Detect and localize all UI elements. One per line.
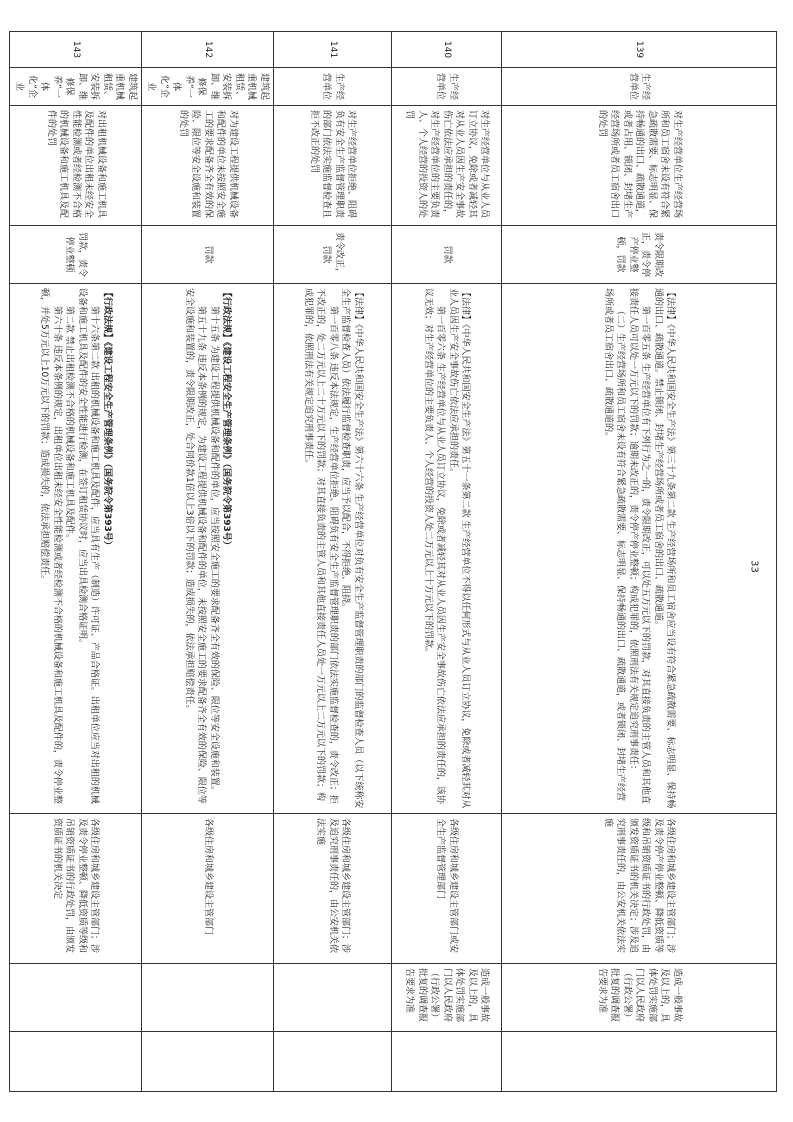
basis-paragraph: 第十六条第二款 出租的机械设备和施工机具及配件，应当具有生产（制造）许可证、产品合格证。出租单位应当对出租的机械设备和施工机具及配件的安全性能进行检测，在签订租赁协议时，应当出具检测合格证明。 xyxy=(77,288,100,804)
basis-paragraph: 第二款 禁止出租检测不合格的机械设备和施工机具及配件。 xyxy=(64,306,75,543)
basis-paragraph: 第十五条 为建设工程提供机械设备和配件的单位，应当按照安全施工的要求配备齐全有效的保险、限位等安全设施和装置。 xyxy=(209,306,219,795)
remarks-cell xyxy=(274,1032,392,1092)
subject-cell: 生产经营单位 xyxy=(274,68,392,106)
row-number: 139 xyxy=(502,32,777,68)
table-row xyxy=(392,32,502,1092)
violation-cell: 对生产经营单位与从业人员订立协议，免除或者减轻其对从业人员因生产安全事故伤亡依法应承担的责任的，对生产经营单位的主要负责人、个人经营的投资人的处罚 xyxy=(392,106,502,226)
basis-paragraph: 【法律】《中华人民共和国安全生产法》第三十九条第二款 生产经营场所和员工宿舍应当设有符合紧急疏散需要、标志明显、保持畅通的出口、疏散通道。禁止锁闭、封堵生产经营场所或者员工宿舍的出口、疏散通道。 xyxy=(653,288,676,809)
note-cell xyxy=(274,964,392,1032)
table-row xyxy=(10,32,142,1092)
authority-cell: 各级住房和城乡建设主管部门；涉及追究刑事责任的，由公安机关依法实施 xyxy=(274,814,392,964)
authority-cell: 各级住房和城乡建设主管部门；涉及责令停产停业整顿、降低资质等级和吊销资质证书的行政处罚，由颁发资质证书的机关决定；涉及追究刑事责任的，由公安机关依法实施 xyxy=(502,814,777,964)
authority-cell: 各级住房和城乡建设主管部门；涉及责令停业整顿、降低资质等级和吊销资质证书的行政处罚，由颁发资质证书的机关决定 xyxy=(10,814,142,964)
penalty-type-cell: 罚款 xyxy=(392,226,502,284)
penalty-table xyxy=(9,31,777,1092)
violation-cell: 对生产经营单位生产经营场所和员工宿舍未设有符合紧急疏散需要、标志明显、保持畅通的出口、疏散通道，或者占用、锁闭、封堵生产经营场所或者员工宿舍出口的处罚 xyxy=(502,106,777,226)
page-number: 33 xyxy=(748,560,760,573)
basis-paragraph: 【法律】《中华人民共和国安全生产法》第五十一条第二款 生产经营单位不得以任何形式与从业人员订立协议，免除或者减轻其对从业人员因生产安全事故伤亡依法应承担的责任。 xyxy=(448,288,471,809)
basis-paragraph: （二）生产经营场所和员工宿舍未设有符合紧急疏散需要、标志明显、保持畅通的出口、疏散通道，或者锁闭、封堵生产经营场所或者员工宿舍出口、疏散通道的。 xyxy=(603,288,626,802)
note-cell: 造成一般事故及以上的，具体处罚实施部门以人民政府（行政公署）批复的调查报告要求为准 xyxy=(502,964,777,1032)
table-row xyxy=(274,32,392,1092)
penalty-type-cell: 罚款，责令停业整顿 xyxy=(10,226,142,284)
basis-paragraph: 第一百零六条 生产经营单位与从业人员订立协议，免除或者减轻其对从业人员因生产安全事故伤亡依法应承担的责任的，该协议无效；对生产经营单位的主要负责人、个人经营的投资人处二万元以上十万元以下的罚款。 xyxy=(423,288,446,804)
remarks-cell xyxy=(502,1032,777,1092)
row-number: 142 xyxy=(142,32,274,68)
basis-paragraph: 第一百零五条 生产经营单位有下列行为之一的，责令限期改正，可以处五万元以下的罚款，对其直接负责的主管人员和其他直接责任人员可以处一万元以下的罚款；逾期未改正的，责令停产停业整顿；构成犯罪的，依照刑法有关规定追究刑事责任： xyxy=(628,288,651,804)
authority-cell: 各级住房和城乡建设主管部门 xyxy=(142,814,274,964)
basis-paragraph: 【行政法规】《建设工程安全生产管理条例》（国务院令第393号） xyxy=(221,288,232,550)
row-number: 143 xyxy=(10,32,142,68)
table-row xyxy=(502,32,777,1092)
rotated-table-wrapper xyxy=(14,31,777,1091)
legal-basis-cell xyxy=(392,284,502,814)
legal-basis-cell xyxy=(502,284,777,814)
note-cell xyxy=(142,964,274,1032)
subject-cell: 生产经营单位 xyxy=(502,68,777,106)
row-number: 141 xyxy=(274,32,392,68)
violation-cell: 对出租机械设备和施工机具及配件的单位出租未经安全性能检测或者经检测不合格的机械设备和施工机具及配件的处罚 xyxy=(10,106,142,226)
violation-cell: 对为建设工程提供机械设备和配件的单位未按照安全施工的要求配备齐全有效的保险、限位等安全设施和装置的处罚 xyxy=(142,106,274,226)
basis-paragraph: 【法律】《中华人民共和国安全生产法》第六十六条 生产经营单位对负有安全生产监督管理职责的部门的监督检查人员（以下统称安全生产监督检查人员）依法履行监督检查职责，应当予以配合，不得拒绝、阻挠。 xyxy=(340,288,363,809)
violation-cell: 对生产经营单位拒绝、阻碍负有安全生产监督管理职责的部门依法实施监督检查且拒不改正的处罚 xyxy=(274,106,392,226)
basis-paragraph: 【行政法规】《建设工程安全生产管理条例》（国务院令第393号） xyxy=(102,288,112,550)
legal-basis-cell xyxy=(274,284,392,814)
table-row xyxy=(142,32,274,1092)
remarks-cell xyxy=(392,1032,502,1092)
penalty-type-cell: 责令限期改正，责令停产停业整顿，罚款 xyxy=(502,226,777,284)
basis-paragraph: 第六十条 违反本条例的规定，出租单位出租未经安全性能检测或者经检测不合格的机械设备和施工机具及配件的，责令停业整顿，并处5万元以上10万元以下的罚款；造成损失的，依法承担赔偿责任。 xyxy=(39,288,62,804)
subject-cell: 建筑起重机械租赁、安装拆卸、维修保养“一体化”企业 xyxy=(142,68,274,106)
remarks-cell xyxy=(142,1032,274,1092)
remarks-cell xyxy=(10,1032,142,1092)
legal-basis-cell xyxy=(142,284,274,814)
penalty-type-cell: 罚款 xyxy=(142,226,274,284)
row-number: 140 xyxy=(392,32,502,68)
basis-paragraph: 第五十九条 违反本条例的规定，为建设工程提供机械设备和配件的单位，未按照安全施工的要求配备齐全有效的保险、限位等安全设施和装置的，责令限期改正，处合同价款1倍以上3倍以下的罚款；造成损失的，依法承担赔偿责任。 xyxy=(184,288,207,804)
subject-cell: 生产经营单位 xyxy=(392,68,502,106)
legal-basis-cell xyxy=(10,284,142,814)
note-cell xyxy=(10,964,142,1032)
subject-cell: 建筑起重机械租赁、安装拆卸、维修保养“一体化”企业 xyxy=(10,68,142,106)
authority-cell: 各级住房和城乡建设主管部门或安全生产监督管理部门 xyxy=(392,814,502,964)
penalty-type-cell: 责令改正，罚款 xyxy=(274,226,392,284)
note-cell: 造成一般事故及以上的，具体处罚实施部门以人民政府（行政公署）批复的调查报告要求为准 xyxy=(392,964,502,1032)
basis-paragraph: 第一百零八条 违反本法规定，生产经营单位拒绝、阻碍负有安全生产监督管理职责的部门依法实施监督检查的，责令改正；拒不改正的，处二万元以上二十万元以下的罚款；对其直接负责的主管人员和其他直接责任人员处一万元以上二万元以下的罚款；构成犯罪的，依照刑法有关规定追究刑事责任。 xyxy=(302,288,338,804)
